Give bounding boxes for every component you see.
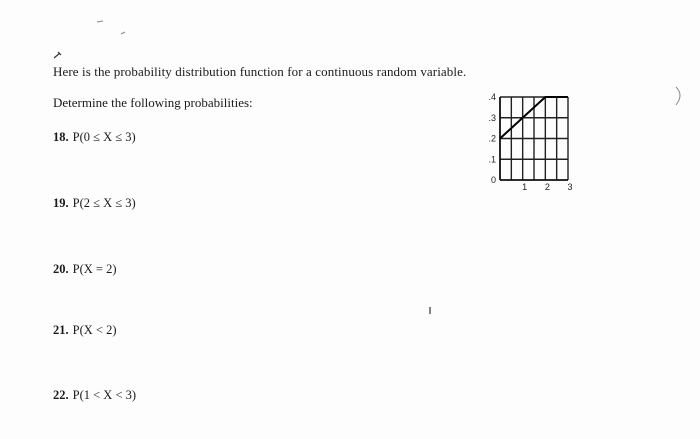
problem-number: 22. — [53, 388, 69, 402]
problem-number: 21. — [53, 323, 69, 337]
y-tick-label: .4 — [488, 92, 496, 102]
pdf-chart — [480, 86, 580, 196]
problem-expression: P(X = 2) — [72, 262, 117, 276]
y-tick-label: .1 — [488, 154, 496, 165]
problem-expression: P(1 < X < 3) — [72, 388, 137, 402]
intro-text: Here is the probability distribution function for a continuous random variable. — [53, 64, 467, 79]
problem-expression: P(X < 2) — [72, 323, 117, 337]
problem-18 — [53, 130, 136, 145]
scan-mark — [673, 85, 687, 109]
x-tick-label: 2 — [544, 182, 550, 192]
scan-mark — [95, 16, 135, 40]
y-tick-label: .2 — [488, 133, 496, 144]
problem-22 — [53, 388, 136, 403]
problem-21 — [53, 323, 116, 338]
problem-number: 20. — [53, 262, 69, 276]
problem-19 — [53, 196, 136, 211]
problem-20 — [53, 262, 116, 277]
y-tick-label: .3 — [488, 112, 496, 123]
problem-expression: P(0 ≤ X ≤ 3) — [72, 130, 136, 144]
y-tick-label: 0 — [490, 175, 496, 185]
scan-mark — [427, 306, 433, 316]
x-tick-label: 3 — [567, 182, 573, 192]
problem-number: 19. — [53, 196, 69, 210]
problem-expression: P(2 ≤ X ≤ 3) — [72, 196, 136, 210]
problem-number: 18. — [53, 130, 69, 144]
instruction-text: Determine the following probabilities: — [53, 95, 253, 110]
pen-mark — [52, 50, 66, 60]
x-tick-label: 1 — [522, 182, 528, 192]
